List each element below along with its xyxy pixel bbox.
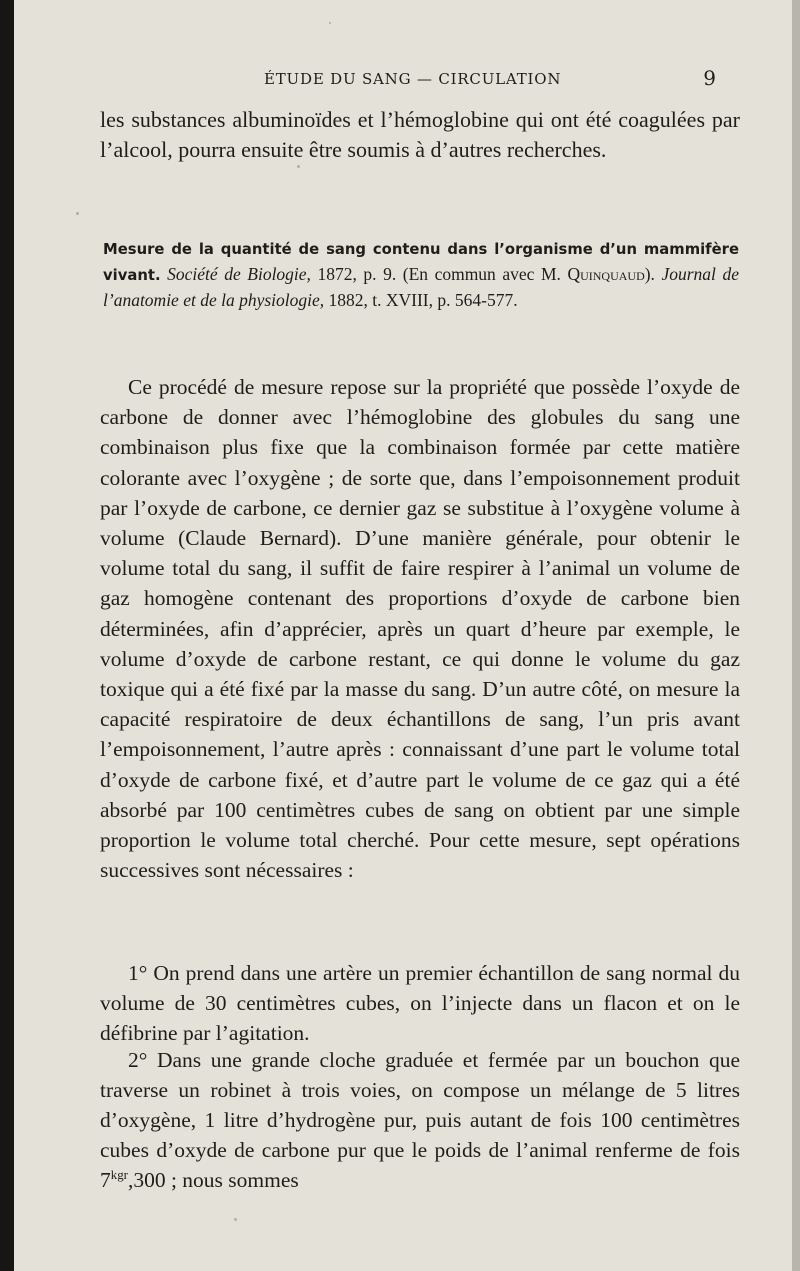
- page-number: 9: [703, 66, 716, 90]
- paper-speck: [76, 212, 79, 215]
- paper-speck: [329, 22, 331, 24]
- paper-speck: [234, 1218, 237, 1221]
- paragraph-step-1: 1° On prend dans une artère un premier échantillon de sang normal du volume de 30 centimètres cubes, on l’injecte dans un flacon et on le défibrine par l’agitation.: [100, 961, 740, 1045]
- unit-superscript: kgr: [110, 1167, 128, 1182]
- reference-details: 1872, p. 9. (En commun avec M.: [310, 264, 568, 284]
- reference-source-journal: Journal de l’anatomie et de la physiologie,: [103, 264, 739, 310]
- reference-coauthor: Quinquaud: [567, 264, 645, 284]
- page-right-edge: [792, 0, 800, 1271]
- reference-source-societe: Société de Biologie,: [167, 264, 311, 284]
- paper-speck: [297, 165, 300, 168]
- paragraph-continuation: les substances albuminoïdes et l’hémoglobine qui ont été coagulées par l’alcool, pourra ensuite être soumis à d’autres recherches.: [100, 107, 740, 162]
- page-header: [104, 66, 716, 94]
- reference-details-3: 1882, t. XVIII, p. 564-577.: [324, 290, 518, 310]
- paragraph-method-description: Ce procédé de mesure repose sur la propriété que possède l’oxyde de carbone de donner avec l’hémoglobine des globules du sang une combinaison plus fixe que la combinaison formée par cette matière colorante avec l’oxygène ; de sorte que, dans l’empoisonnement produit par l’oxyde de carbone, ce dernier gaz se substitue à l’oxygène volume à volume (Claude Bernard). D’une manière générale, pour obtenir le volume total du sang, il suffit de faire respirer à l’animal un volume de gaz homogène contenant des proportions d’oxyde de carbone bien déterminées, afin d’apprécier, après un quart d’heure par exemple, le volume d’oxyde de carbone restant, ce qui donne le volume du gaz toxique qui a été fixé par la masse du sang. D’un autre côté, on mesure la capacité respiratoire de deux échantillons de sang, l’un pris avant l’empoisonnement, l’autre après : connaissant d’une part le volume total d’oxyde de carbone fixé, et d’autre part le volume de ce gaz qui a été absorbé par 100 centimètres cubes de sang on obtient par une simple proportion le volume total cherché. Pour cette mesure, sept opérations successives sont nécessaires :: [100, 375, 740, 883]
- running-title: ÉTUDE DU SANG — CIRCULATION: [264, 70, 562, 88]
- book-gutter-edge: [0, 0, 14, 1271]
- reference-details-2: ).: [644, 264, 662, 284]
- paragraph-step-2: [100, 1045, 740, 1195]
- step-2-tail: ,300 ; nous sommes: [127, 1168, 299, 1192]
- book-page: [14, 0, 800, 1271]
- reference-title: Mesure de la quantité de sang contenu dans l’organisme d’un mammifère vivant.: [103, 241, 739, 284]
- step-2-text: 2° Dans une grande cloche graduée et fermée par un bouchon que traverse un robinet à trois voies, on compose un mélange de 5 litres d’oxygène, 1 litre d’hydrogène pur, puis autant de fois 100 centimètres cubes d’oxyde de carbone pur que le poids de l’animal renferme de fois 7: [100, 1048, 740, 1192]
- bibliographic-reference: [103, 236, 739, 312]
